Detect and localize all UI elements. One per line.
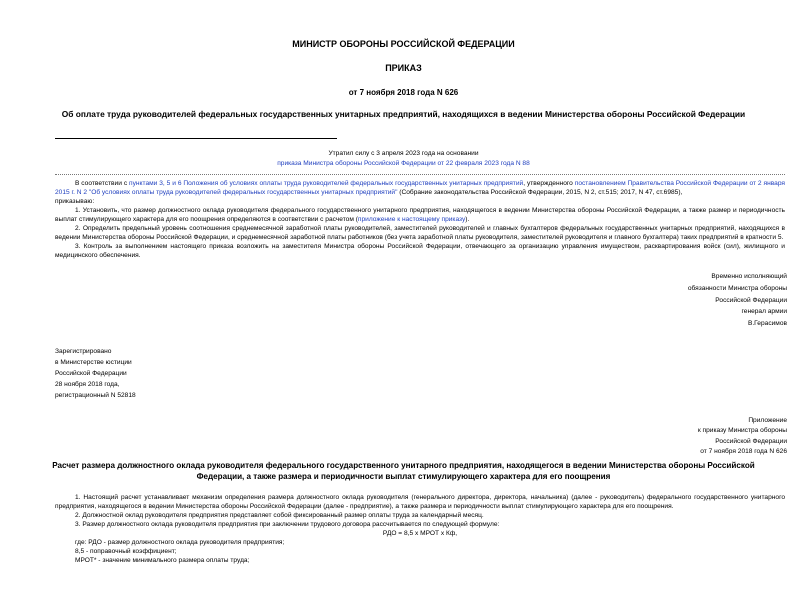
order-item-1-end: ). xyxy=(465,215,470,223)
order-body xyxy=(55,179,785,261)
preamble-text-2: , утвержденного xyxy=(523,179,575,187)
appendix-header xyxy=(18,416,787,458)
appendix-line: Российской Федерации xyxy=(715,437,787,445)
government-decree-link[interactable]: постановлением Правительства Российской Федерации от 2 января 2015 г. N 2 "Об условиях оплаты труда руководителей федеральных государственных унитарных предприятий" xyxy=(55,179,785,196)
signature-line: генерал армии xyxy=(741,308,787,316)
appendix-title: Расчет размера должностного оклада руководителя федерального государственного унитарного предприятия, находящегося в ведении Министерства обороны Российской Федерации, а также размера и периодичности выплат стимулирующего характера для его поощрения xyxy=(52,460,755,481)
doc-title: Об оплате труда руководителей федеральных государственных унитарных предприятий, находящихся в ведении Министерства обороны Российской Федерации xyxy=(61,108,746,119)
appendix-line: к приказу Министра обороны xyxy=(697,427,787,435)
appendix-body xyxy=(55,493,785,566)
repeal-order-link[interactable]: приказа Министра обороны Российской Федерации от 22 февраля 2023 года N 88 xyxy=(277,159,530,167)
formula-where: где: РДО - размер должностного оклада руководителя предприятия; xyxy=(75,539,285,547)
appendix-item-3: 3. Размер должностного оклада руководителя предприятия при заключении трудового договора рассчитывается по следующей формуле: xyxy=(75,521,500,529)
preamble-text-3: (Собрание законодательства Российской Федерации, 2015, N 2, ст.515; 2017, N 47, ст.6985), xyxy=(397,188,683,196)
signature-line: обязанности Министра обороны xyxy=(687,284,787,292)
registration-line: Российской Федерации xyxy=(55,370,127,378)
registration-line: 28 ноября 2018 года, xyxy=(55,380,120,388)
appendix-link[interactable]: приложение к настоящему приказу xyxy=(357,215,466,223)
appendix-item-2: 2. Должностной оклад руководителя предприятия представляет собой фиксированный размер оплаты труда за календарный месяц. xyxy=(75,511,484,519)
preamble-text-1: В соответствии с xyxy=(75,179,130,187)
formula-coefficient: 8,5 - поправочный коэффициент; xyxy=(75,548,177,556)
registration-line: в Министерстве юстиции xyxy=(55,359,132,367)
registration-block xyxy=(55,347,789,401)
registration-line: регистрационный N 52818 xyxy=(55,391,136,399)
note-divider xyxy=(55,174,785,175)
formula-mrot: МРОТ* - значение минимального размера оплаты труда; xyxy=(75,557,250,565)
salary-formula: РДО = 8,5 x МРОТ x Кф, xyxy=(382,530,458,538)
signature-line: Временно исполняющий xyxy=(711,273,787,281)
regulation-points-link[interactable]: пунктами 3, 5 и 6 Положения об условиях оплаты труда руководителей федеральных государственных унитарных предприятий xyxy=(129,179,524,187)
preamble xyxy=(55,179,785,197)
signature-block xyxy=(18,271,787,329)
appendix-line: от 7 ноября 2018 года N 626 xyxy=(700,448,787,456)
document-page xyxy=(0,38,807,566)
status-note-text: Утратил силу с 3 апреля 2023 года на основании xyxy=(328,150,479,158)
ministry-heading: МИНИСТР ОБОРОНЫ РОССИЙСКОЙ ФЕДЕРАЦИИ xyxy=(292,39,515,49)
order-item-1 xyxy=(55,206,785,224)
signature-name: В.Герасимов xyxy=(747,319,787,327)
signature-line: Российской Федерации xyxy=(715,296,787,304)
doc-date-number: от 7 ноября 2018 года N 626 xyxy=(348,87,459,97)
order-item-1-text: 1. Установить, что размер должностного оклада руководителя федерального государственного унитарного предприятия, находящегося в ведении Министерства обороны Российской Федерации, а также размер и периодичность выплат стимулирующего характера для его поощрения определяются в соответствии с расчетом ( xyxy=(55,206,785,223)
order-item-3: 3. Контроль за выполнением настоящего приказа возложить на заместителя Министра обороны Российской Федерации, отвечающего за организацию управления имуществом, расквартирования войск (сил), жилищного и медицинского обеспечения. xyxy=(55,243,785,260)
appendix-line: Приложение xyxy=(748,416,787,424)
order-item-2: 2. Определить предельный уровень соотношения среднемесячной заработной платы руководителей, заместителей руководителей и главных бухгалтеров федеральных государственных унитарных предприятий, находящихся в ведении Министерства обороны Российской Федерации, и среднемесячной заработной платы работников (без учета заработной платы руководителя, заместителей руководителя и главного бухгалтера) таких предприятий в кратности 5. xyxy=(55,225,785,242)
status-note xyxy=(18,149,789,168)
appendix-item-1: 1. Настоящий расчет устанавливает механизм определения размера должностного оклада руководителя (генерального директора, директора, начальника) (далее - руководитель) федерального государственного унитарного предприятия, находящегося в ведении Министерства обороны Российской Федерации (далее - предприятие), а также размера и периодичности выплат стимулирующего характера для его поощрения. xyxy=(55,493,785,510)
order-word: приказываю: xyxy=(55,197,95,205)
doc-type-heading: ПРИКАЗ xyxy=(385,63,422,74)
registration-line: Зарегистрировано xyxy=(55,348,112,356)
title-divider xyxy=(55,138,337,139)
